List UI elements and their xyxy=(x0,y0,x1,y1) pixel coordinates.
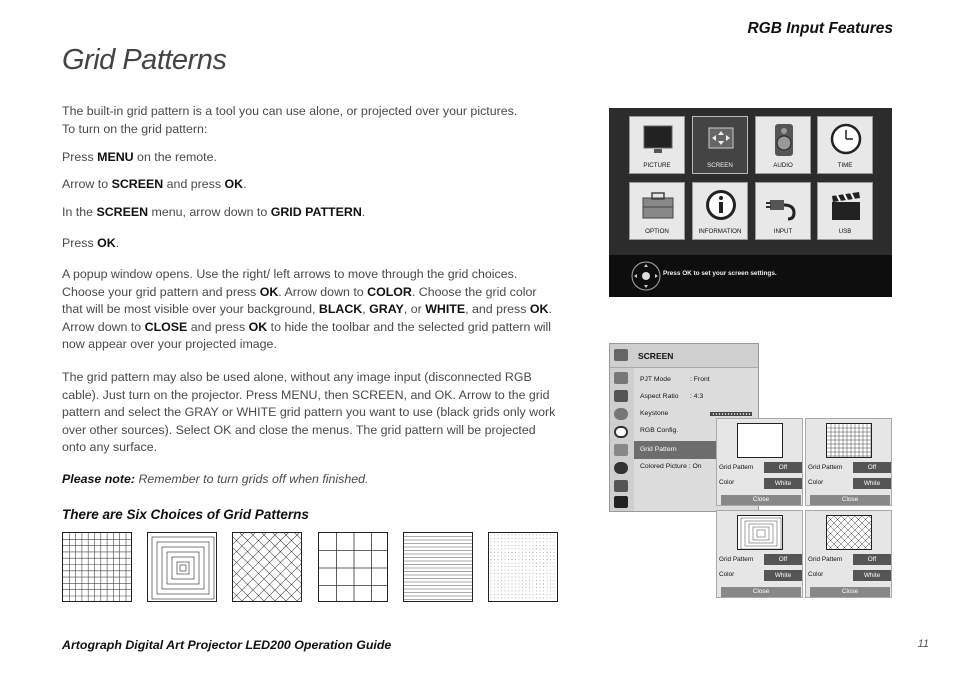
step-1: Press MENU on the remote. xyxy=(62,150,217,164)
note-label: Please note: xyxy=(62,472,135,486)
clapperboard-icon xyxy=(614,496,628,508)
menu-tile-usb: USB xyxy=(817,182,873,240)
screen-arrows-icon xyxy=(701,122,741,158)
menu-tile-picture: PICTURE xyxy=(629,116,685,174)
info-icon xyxy=(701,188,741,224)
concentric-preview xyxy=(737,515,783,550)
toolbox-icon xyxy=(638,188,678,224)
grid-pattern-value[interactable]: Off xyxy=(853,462,891,473)
screen-icon xyxy=(614,390,628,402)
color-value[interactable]: White xyxy=(764,570,802,581)
grid-pattern-value[interactable]: Off xyxy=(764,462,802,473)
screen-menu-title: SCREEN xyxy=(638,351,674,361)
step-4: Press OK. xyxy=(62,236,120,250)
close-button[interactable]: Close xyxy=(810,495,890,505)
note xyxy=(62,471,557,489)
footer-guide-title: Artograph Digital Art Projector LED200 Operation Guide xyxy=(62,638,392,652)
menu-tile-information: INFORMATION xyxy=(692,182,748,240)
menu-hint-bar xyxy=(609,255,892,297)
menu-tile-option: OPTION xyxy=(629,182,685,240)
standalone-paragraph: The grid pattern may also be used alone, without any image input (disconnected RGB cable). Just turn on the projector. Press MENU, then SCREEN, and OK. Arrow to the grid pattern and select the GRAY or WHITE grid pattern you want to use (black grids only work over other sources). Select OK and close the menus. The grid pattern will be projected onto any surface. xyxy=(62,370,556,455)
screen-menu-header xyxy=(610,344,758,368)
intro-paragraph xyxy=(62,103,557,138)
color-value[interactable]: White xyxy=(853,570,891,581)
menu-row-grid-pattern[interactable]: Grid Pattern xyxy=(634,441,758,459)
close-button[interactable]: Close xyxy=(721,495,801,505)
monitor-icon xyxy=(638,122,678,158)
note-text: Remember to turn grids off when finished. xyxy=(135,472,369,486)
dot-pattern xyxy=(488,532,558,602)
menu-row-pjt-mode[interactable]: PJT Mode : Front xyxy=(640,376,710,383)
clapperboard-icon xyxy=(826,188,866,224)
page-number: 11 xyxy=(917,638,929,650)
grid-popup-diagonal: Grid Pattern Off Color White Close xyxy=(805,510,892,598)
color-value[interactable]: White xyxy=(853,478,891,489)
info-icon xyxy=(614,462,628,474)
screen-icon xyxy=(614,349,628,361)
step-3: In the SCREEN menu, arrow down to GRID PATTERN. xyxy=(62,205,366,219)
clock-icon xyxy=(614,426,628,438)
fine-grid-preview xyxy=(826,423,872,458)
section-title: RGB Input Features xyxy=(747,20,893,37)
menu-tile-input: INPUT xyxy=(755,182,811,240)
concentric-squares-pattern xyxy=(147,532,217,602)
close-button[interactable]: Close xyxy=(810,587,890,597)
grid-pattern-value[interactable]: Off xyxy=(764,554,802,565)
fine-grid-pattern xyxy=(62,532,132,602)
toolbox-icon xyxy=(614,444,628,456)
grid-pattern-choices xyxy=(62,532,558,602)
menu-hint-text: Press OK to set your screen settings. xyxy=(663,270,777,277)
menu-tile-screen: SCREEN xyxy=(692,116,748,174)
main-menu-screenshot xyxy=(609,108,892,297)
close-button[interactable]: Close xyxy=(721,587,801,597)
step-2: Arrow to SCREEN and press OK. xyxy=(62,177,247,191)
monitor-icon xyxy=(614,372,628,384)
grid-popup-concentric: Grid Pattern Off Color White Close xyxy=(716,510,803,598)
intro-line-2: To turn on the grid pattern: xyxy=(62,121,208,136)
grid-popup-fine-grid: Grid Pattern Off Color White Close xyxy=(805,418,892,506)
coarse-grid-pattern xyxy=(318,532,388,602)
diagonal-preview xyxy=(826,515,872,550)
clock-icon xyxy=(826,122,866,158)
menu-row-rgb-config[interactable]: RGB Config. xyxy=(640,427,679,434)
navigation-pad-icon xyxy=(631,258,661,294)
color-value[interactable]: White xyxy=(764,478,802,489)
page-title: Grid Patterns xyxy=(62,44,227,76)
menu-row-colored-picture[interactable]: Colored Picture : On xyxy=(640,463,702,470)
menu-tile-time: TIME xyxy=(817,116,873,174)
grid-pattern-value[interactable]: Off xyxy=(853,554,891,565)
menu-tile-audio: AUDIO xyxy=(755,116,811,174)
keystone-slider xyxy=(710,412,752,416)
menu-sidebar xyxy=(610,368,634,511)
intro-line-1: The built-in grid pattern is a tool you can use alone, or projected over your pictures. xyxy=(62,104,518,118)
diagonal-crosshatch-pattern xyxy=(232,532,302,602)
plug-icon xyxy=(764,188,804,224)
speaker-icon xyxy=(764,122,804,158)
blank-preview xyxy=(737,423,783,458)
plug-icon xyxy=(614,480,628,492)
choices-heading: There are Six Choices of Grid Patterns xyxy=(62,507,309,522)
menu-row-aspect-ratio[interactable]: Aspect Ratio : 4:3 xyxy=(640,393,704,400)
horizontal-lines-pattern xyxy=(403,532,473,602)
screen-menu-screenshot xyxy=(609,343,893,601)
grid-popup-blank: Grid Pattern Off Color White Close xyxy=(716,418,803,506)
speaker-icon xyxy=(614,408,628,420)
popup-instructions: A popup window opens. Use the right/ left arrows to move through the grid choices. Choose your grid pattern and press OK. Arrow down to COLOR. Choose the grid color that will be most visible over your background, BLACK, GRAY, or WHITE, and press OK. Arrow down to CLOSE and press OK to hide the toolbar and the selected grid pattern will now appear over your projected image. xyxy=(62,267,552,352)
menu-row-keystone[interactable]: Keystone xyxy=(634,405,758,423)
